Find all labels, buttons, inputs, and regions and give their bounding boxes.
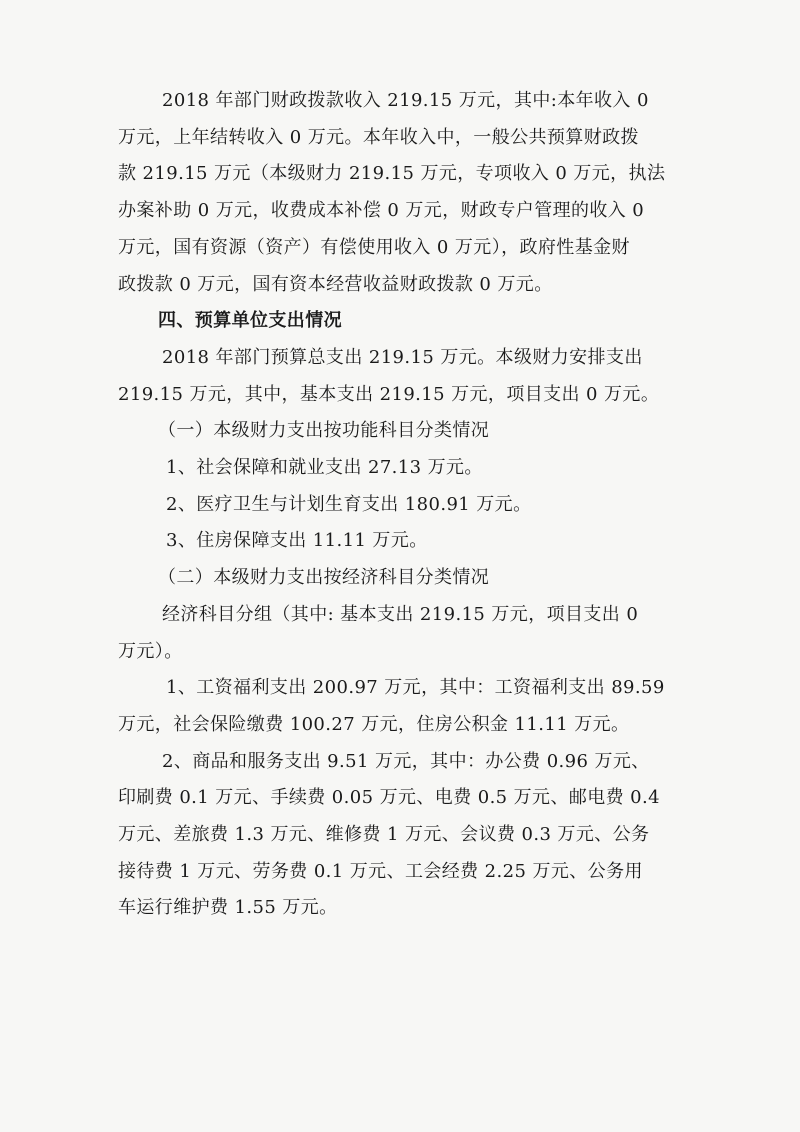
list-item-goods-services-line-5: 车运行维护费 1.55 万元。 bbox=[118, 897, 338, 919]
list-item-goods-services-line-4: 接待费 1 万元、劳务费 0.1 万元、工会经费 2.25 万元、公务用 bbox=[118, 860, 643, 882]
section-heading-expenditure: 四、预算单位支出情况 bbox=[158, 310, 342, 332]
paragraph-total-expenditure-line-2: 219.15 万元，其中，基本支出 219.15 万元，项目支出 0 万元。 bbox=[118, 383, 660, 405]
list-item-wages-line-2: 万元，社会保险缴费 100.27 万元，住房公积金 11.11 万元。 bbox=[118, 713, 630, 735]
paragraph-revenue-line-1: 2018 年部门财政拨款收入 219.15 万元，其中:本年收入 0 bbox=[162, 90, 649, 111]
paragraph-revenue-line-4: 办案补助 0 万元，收费成本补偿 0 万元，财政专户管理的收入 0 bbox=[118, 200, 645, 222]
list-item-housing: 3、住房保障支出 11.11 万元。 bbox=[166, 530, 428, 552]
list-item-goods-services-line-2: 印刷费 0.1 万元、手续费 0.05 万元、电费 0.5 万元、邮电费 0.4 bbox=[118, 787, 661, 809]
list-item-goods-services-line-3: 万元、差旅费 1.3 万元、维修费 1 万元、会议费 0.3 万元、公务 bbox=[118, 824, 650, 846]
paragraph-total-expenditure-line-1: 2018 年部门预算总支出 219.15 万元。本级财力安排支出 bbox=[162, 346, 643, 368]
list-item-social-security: 1、社会保障和就业支出 27.13 万元。 bbox=[166, 457, 483, 479]
paragraph-revenue-line-2: 万元，上年结转收入 0 万元。本年收入中，一般公共预算财政拨 bbox=[118, 126, 639, 148]
list-item-wages-line-1: 1、工资福利支出 200.97 万元，其中：工资福利支出 89.59 bbox=[166, 677, 665, 699]
paragraph-revenue-line-3: 款 219.15 万元（本级财力 219.15 万元，专项收入 0 万元，执法 bbox=[118, 163, 666, 185]
list-item-health: 2、医疗卫生与计划生育支出 180.91 万元。 bbox=[166, 493, 532, 515]
subheading-economic-classification: （二）本级财力支出按经济科目分类情况 bbox=[158, 567, 490, 589]
subheading-functional-classification: （一）本级财力支出按功能科目分类情况 bbox=[158, 420, 490, 442]
paragraph-economic-group-line-1: 经济科目分组（其中: 基本支出 219.15 万元，项目支出 0 bbox=[162, 603, 639, 625]
list-item-goods-services-line-1: 2、商品和服务支出 9.51 万元，其中：办公费 0.96 万元、 bbox=[162, 750, 650, 772]
paragraph-revenue-line-6: 政拨款 0 万元，国有资本经营收益财政拨款 0 万元。 bbox=[118, 273, 553, 295]
paragraph-revenue-line-5: 万元，国有资源（资产）有偿使用收入 0 万元），政府性基金财 bbox=[118, 236, 630, 258]
paragraph-economic-group-line-2: 万元）。 bbox=[118, 640, 183, 662]
